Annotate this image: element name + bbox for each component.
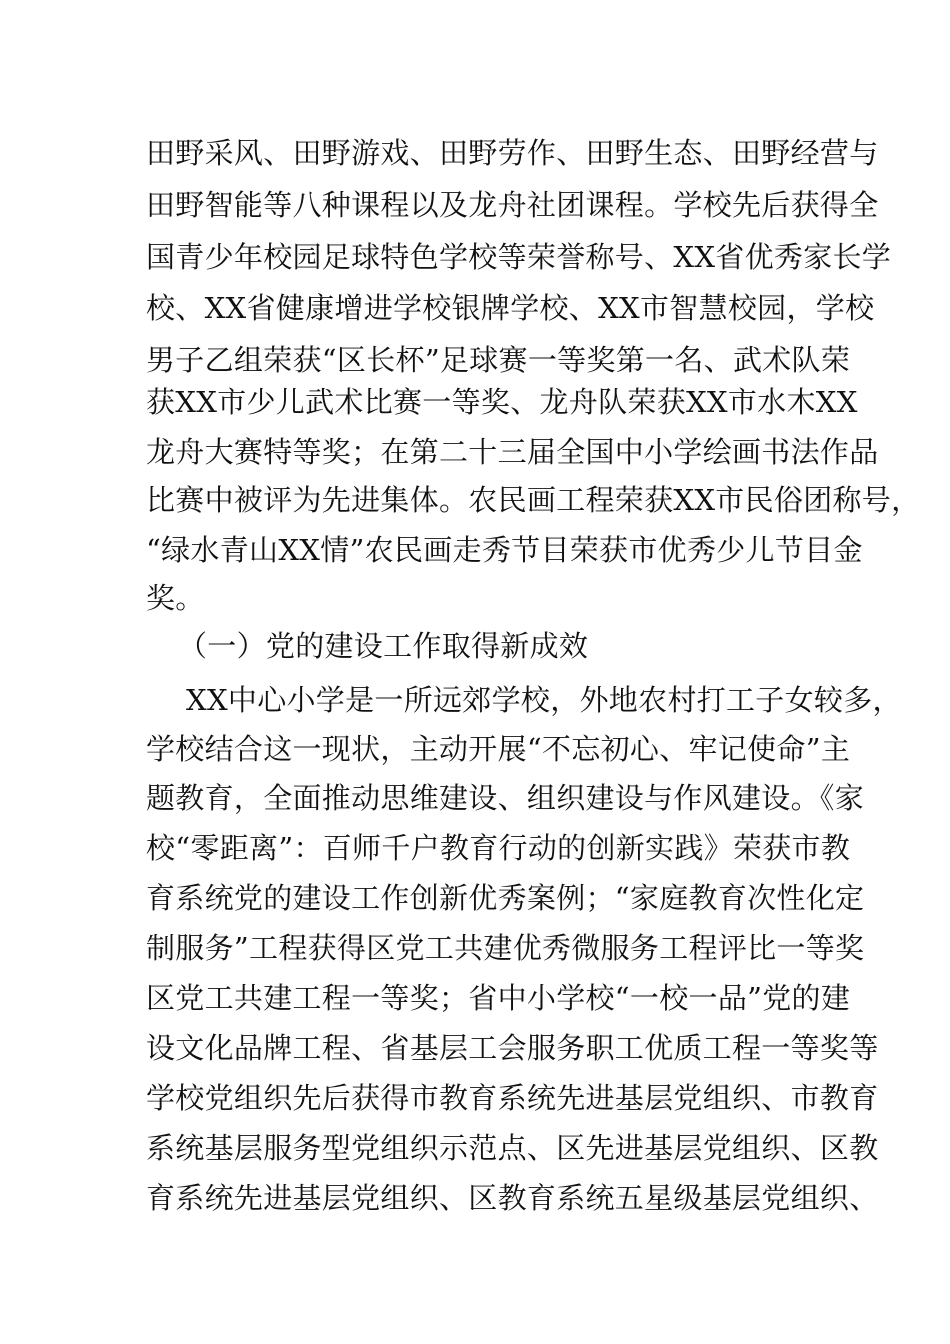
paragraph2-line: 设文化品牌工程、省基层工会服务职工优质工程一等奖等 — [146, 1031, 879, 1065]
paragraph2-line: 题教育，全面推动思维建设、组织建设与作风建设。《家 — [146, 781, 865, 815]
paragraph1-line: 获XX市少儿武术比赛一等奖、龙舟队荣获XX市水木XX — [146, 385, 858, 419]
paragraph2-line: 育系统先进基层党组织、区教育系统五星级基层党组织、 — [146, 1181, 879, 1215]
paragraph1-line: 比赛中被评为先进集体。农民画工程荣获XX市民俗团称号， — [146, 483, 921, 517]
paragraph2-line: 学校党组织先后获得市教育系统先进基层党组织、市教育 — [146, 1081, 879, 1115]
paragraph1-line: 校、XX省健康增进学校银牌学校、XX市智慧校园，学校 — [146, 291, 875, 325]
paragraph1-line: 田野采风、田野游戏、田野劳作、田野生态、田野经营与 — [146, 136, 879, 170]
paragraph2-line: 育系统党的建设工作创新优秀案例；“家庭教育次性化定 — [146, 881, 865, 915]
paragraph1-line: 奖。 — [146, 581, 205, 615]
paragraph2-line: 区党工共建工程一等奖；省中小学校“一校一品”党的建 — [146, 981, 851, 1015]
paragraph1-line: 田野智能等八种课程以及龙舟社团课程。学校先后获得全 — [146, 188, 879, 222]
paragraph2-line: XX中心小学是一所远郊学校，外地农村打工子女较多， — [186, 683, 902, 717]
paragraph1-line: “绿水青山XX情”农民画走秀节目荣获市优秀少儿节目金 — [146, 533, 863, 567]
section-heading: （一）党的建设工作取得新成效 — [178, 629, 589, 663]
paragraph2-line: 制服务”工程获得区党工共建优秀微服务工程评比一等奖 — [146, 931, 865, 965]
paragraph1-line: 龙舟大赛特等奖；在第二十三届全国中小学绘画书法作品 — [146, 435, 879, 469]
paragraph1-line: 男子乙组荣获“区长杯”足球赛一等奖第一名、武术队荣 — [146, 343, 851, 377]
paragraph2-line: 学校结合这一现状，主动开展“不忘初心、牢记使命”主 — [146, 732, 851, 766]
paragraph2-line: 校“零距离”：百师千户教育行动的创新实践》荣获市教 — [146, 831, 851, 865]
paragraph1-line: 国青少年校园足球特色学校等荣誉称号、XX省优秀家长学 — [146, 240, 892, 274]
paragraph2-line: 系统基层服务型党组织示范点、区先进基层党组织、区教 — [146, 1131, 879, 1165]
